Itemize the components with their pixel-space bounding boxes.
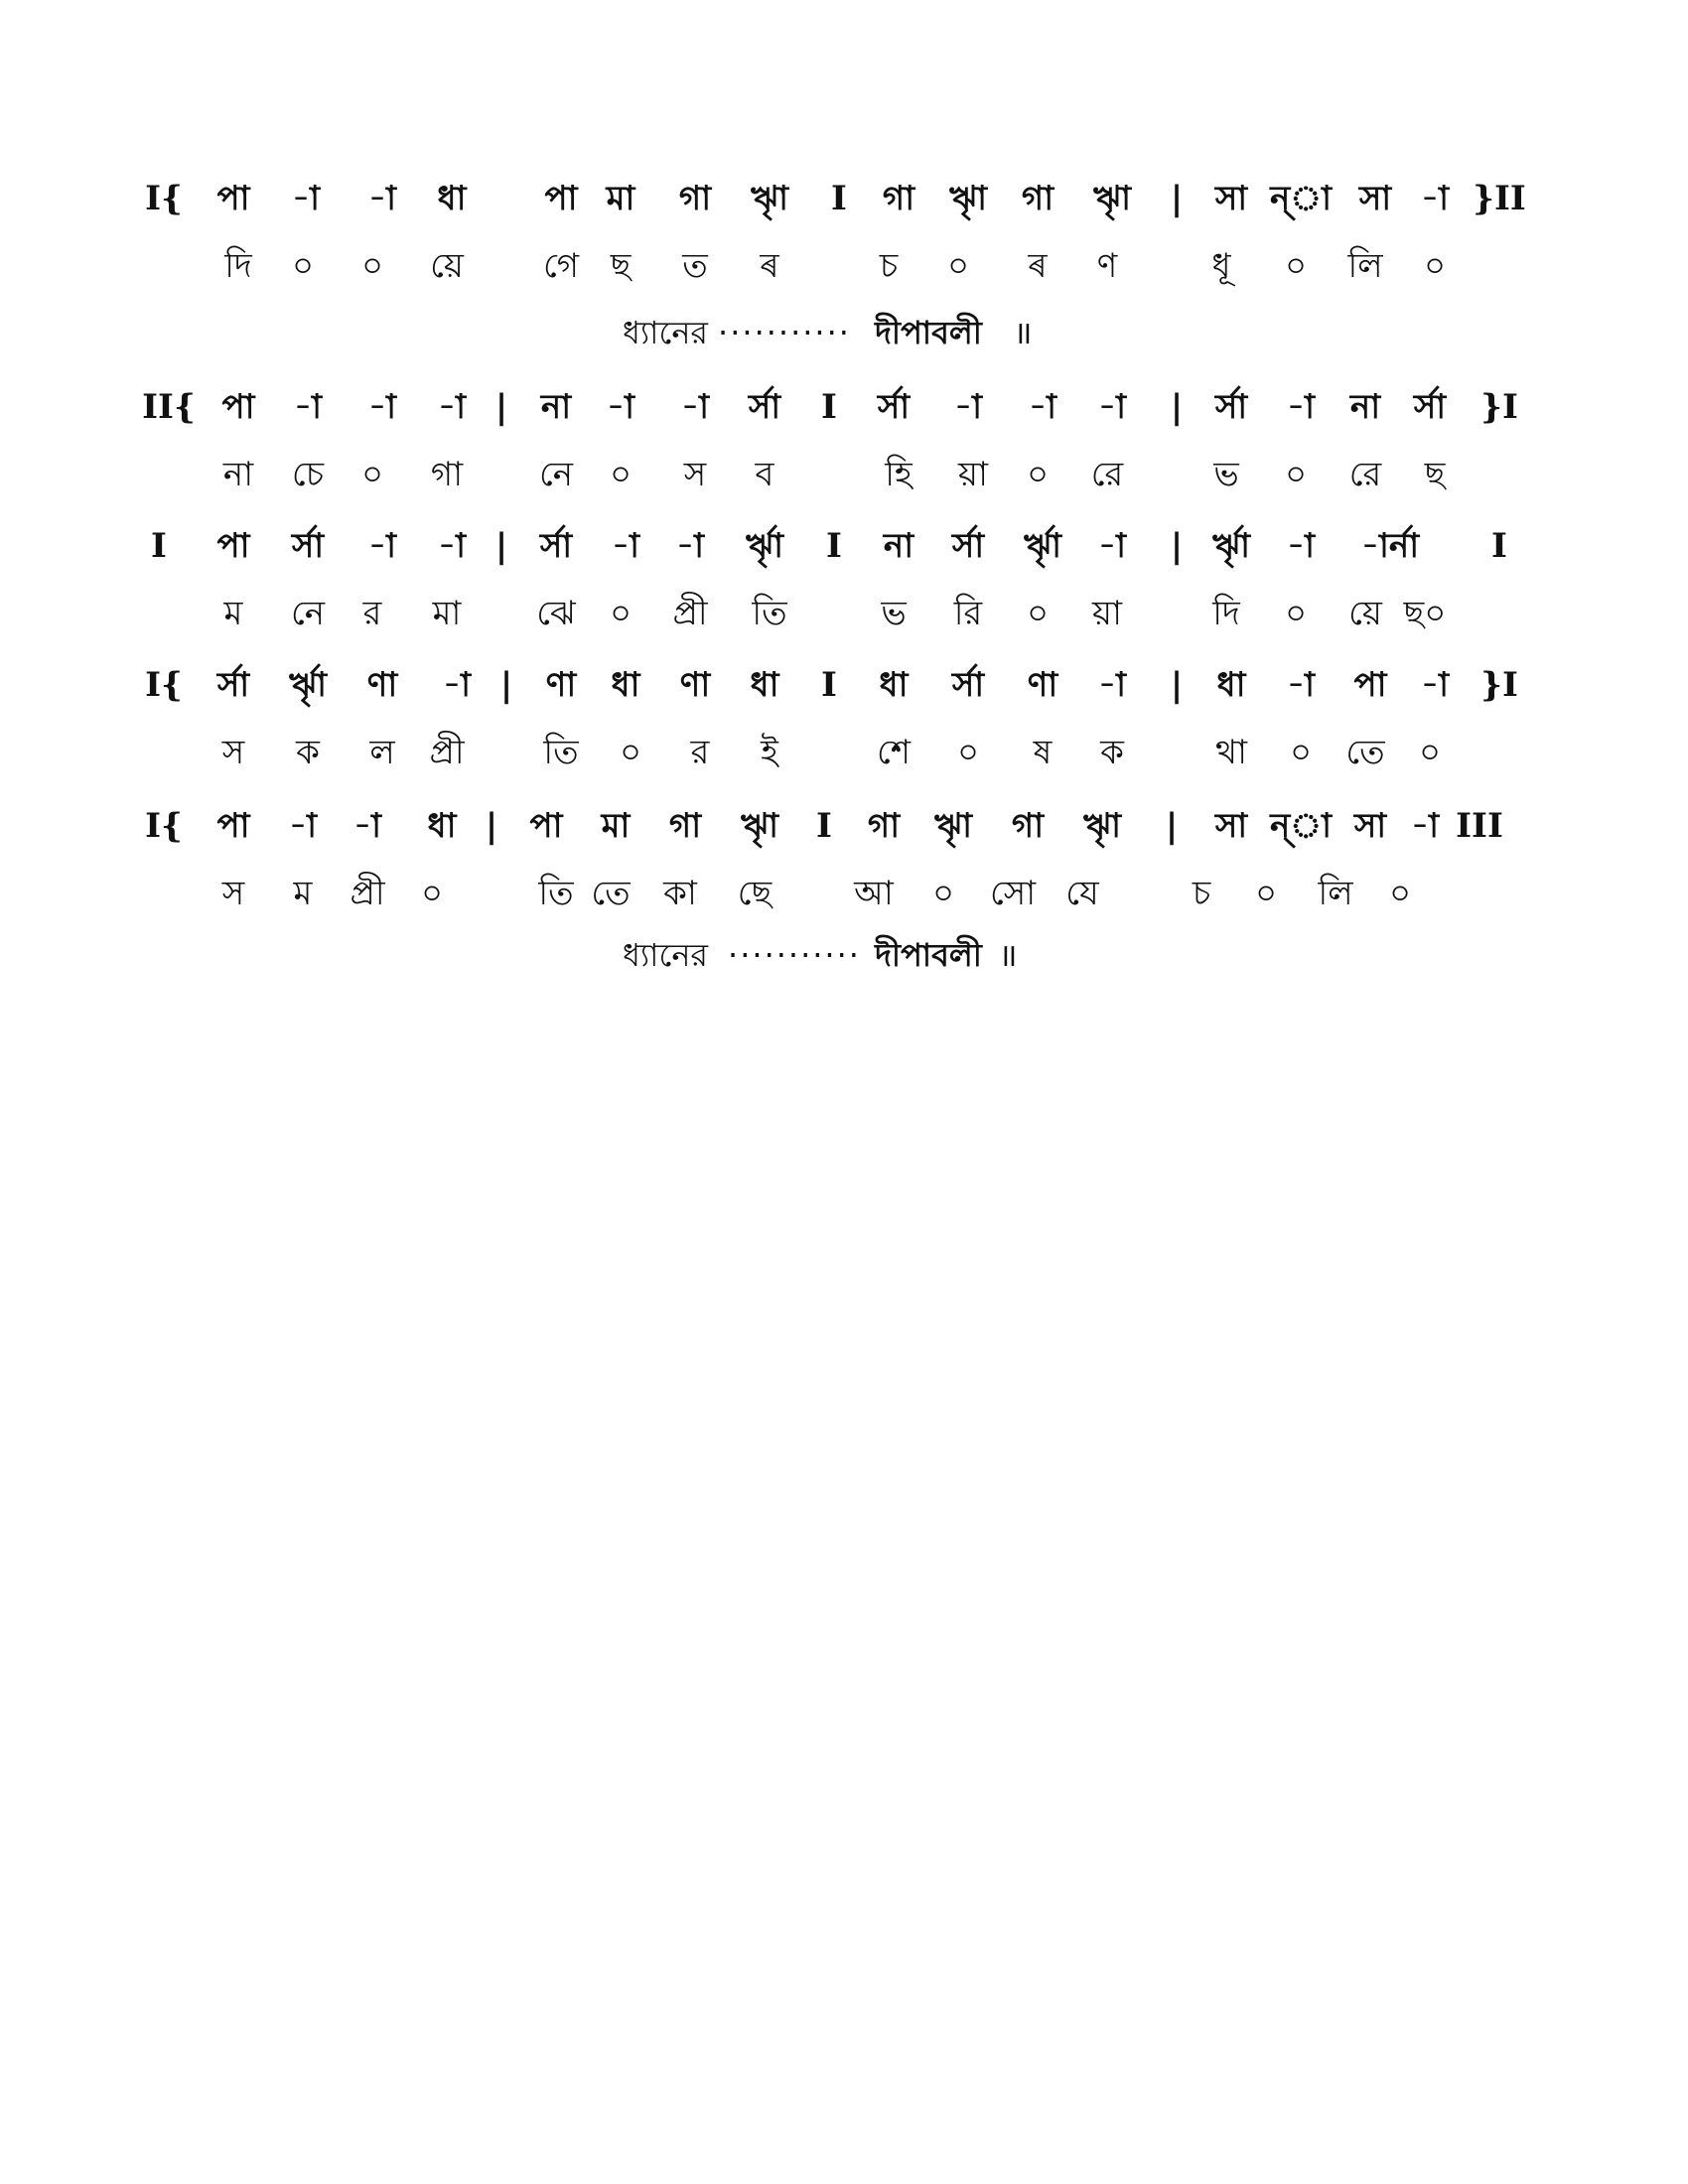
note: র্সা	[1413, 387, 1447, 427]
syllable: ০	[1289, 733, 1313, 772]
note: -া	[443, 665, 471, 705]
syllable: লি	[1347, 246, 1383, 286]
syllable: ক	[296, 733, 320, 772]
notation-line	[0, 169, 1688, 228]
note: ধা	[427, 806, 457, 846]
note: গা	[1011, 806, 1045, 846]
note: -া	[368, 179, 396, 218]
note: ন্া	[1270, 806, 1332, 846]
refrain-dots: ···········	[728, 936, 861, 974]
note: গা	[678, 179, 712, 218]
syllable: মা	[432, 594, 462, 633]
syllable: ০	[291, 246, 315, 286]
syllable: গে	[542, 246, 580, 286]
syllable: দি	[224, 246, 252, 286]
syllable: তি	[543, 733, 579, 772]
note: -া	[1421, 665, 1449, 705]
note: র্সা	[216, 665, 250, 705]
syllable: ভ	[881, 594, 907, 633]
barline: I	[816, 806, 832, 846]
syllable: ক	[1100, 733, 1124, 772]
syllable: ষ	[1033, 733, 1053, 772]
note: -া	[1098, 526, 1126, 566]
note: র্সা	[539, 526, 573, 566]
syllable: ০	[609, 455, 633, 494]
syllable: য়া	[1092, 594, 1122, 633]
refrain-dots: ···········	[718, 314, 851, 351]
syllable: ০	[360, 455, 384, 494]
note: ণা	[679, 665, 711, 705]
syllable: ০	[1284, 594, 1308, 633]
syllable: ত	[682, 246, 708, 286]
syllable: ০	[1388, 874, 1412, 913]
refrain-title: দীপাবলী	[875, 314, 982, 351]
note: -া	[292, 179, 320, 218]
syllable: ছ০	[1403, 594, 1447, 633]
note: র্সা	[291, 526, 325, 566]
syllable: ০	[946, 246, 970, 286]
refrain-line	[0, 303, 1688, 362]
note: -া	[353, 806, 381, 846]
barline: I	[821, 387, 837, 427]
syllable: ম	[223, 594, 243, 633]
syllable: ৰ	[1028, 246, 1048, 286]
barline: I	[821, 665, 837, 705]
lyrics-line	[0, 584, 1688, 643]
barline: |	[1170, 179, 1184, 218]
note: -া	[1287, 387, 1315, 427]
note: পা	[216, 526, 250, 566]
syllable: ধূ	[1211, 246, 1231, 286]
note: গা	[867, 806, 901, 846]
syllable: ছ	[1424, 455, 1446, 494]
syllable: ০	[420, 874, 444, 913]
barline: |	[1170, 526, 1184, 566]
barline: I	[826, 526, 842, 566]
note: ৠা	[1093, 179, 1131, 218]
barline: |	[499, 665, 513, 705]
note: না	[883, 526, 914, 566]
refrain-word: ধ্যানের	[622, 936, 709, 974]
syllable: প্রী	[350, 874, 385, 913]
syllable: ০	[619, 733, 642, 772]
note: ৠা	[751, 179, 788, 218]
syllable: ই	[761, 733, 778, 772]
note: র্ৠা	[289, 665, 327, 705]
notation-line	[0, 377, 1688, 437]
note: -া	[1411, 806, 1439, 846]
barline: III	[1456, 806, 1503, 846]
barline: |	[1165, 806, 1179, 846]
note: -া	[438, 526, 466, 566]
note: -া	[438, 387, 466, 427]
note: -া	[294, 387, 322, 427]
syllable: নে	[538, 455, 574, 494]
refrain-line	[0, 925, 1688, 985]
syllable: ০	[1026, 455, 1050, 494]
note: পা	[221, 387, 255, 427]
notation-line	[0, 796, 1688, 856]
note: র্ৠা	[1212, 526, 1250, 566]
syllable: প্রী	[672, 594, 708, 633]
note: -া	[368, 387, 396, 427]
note: ৠা	[741, 806, 778, 846]
note: ধা	[1216, 665, 1246, 705]
note: র্সা	[748, 387, 781, 427]
note: -া	[1098, 665, 1126, 705]
syllable: ০	[1026, 594, 1050, 633]
note: ণা	[545, 665, 577, 705]
syllable: রি	[953, 594, 983, 633]
syllable: ০	[956, 733, 980, 772]
barline: I	[1491, 526, 1507, 566]
barline: |	[1170, 665, 1184, 705]
syllable: স	[221, 874, 245, 913]
note: র্ৠা	[1024, 526, 1061, 566]
note: মা	[606, 179, 635, 218]
refrain-title: দীপাবলী	[875, 936, 982, 974]
note: -া	[368, 526, 396, 566]
lyrics-line	[0, 445, 1688, 504]
note: ন্া	[1270, 179, 1332, 218]
note: -া	[1098, 387, 1126, 427]
lyrics-line	[0, 723, 1688, 782]
note: ৠা	[1083, 806, 1121, 846]
note: পা	[216, 806, 250, 846]
note: ধা	[750, 665, 779, 705]
syllable: প্রী	[429, 733, 465, 772]
note: র্ৠা	[746, 526, 783, 566]
syllable: না	[222, 455, 254, 494]
refrain-end-mark: ॥	[998, 936, 1018, 974]
notation-line	[0, 655, 1688, 715]
barline: I	[831, 179, 847, 218]
syllable: গা	[430, 455, 464, 494]
syllable: লি	[1318, 874, 1353, 913]
syllable: ণ	[1096, 246, 1118, 286]
syllable: ০	[609, 594, 633, 633]
note: ৠা	[934, 806, 972, 846]
barline: I	[151, 526, 167, 566]
barline: }I	[1480, 665, 1518, 705]
syllable: স	[683, 455, 707, 494]
note: র্সা	[951, 526, 985, 566]
note: -া	[676, 526, 704, 566]
note: -ার্না	[1360, 526, 1420, 566]
syllable: ০	[1418, 733, 1442, 772]
lyrics-line	[0, 864, 1688, 923]
syllable: চ	[1192, 874, 1211, 913]
syllable: তি	[538, 874, 574, 913]
note: -া	[607, 387, 634, 427]
note: সা	[1353, 806, 1387, 846]
note: র্সা	[1214, 387, 1248, 427]
note: গা	[882, 179, 915, 218]
note: -া	[1029, 387, 1056, 427]
note: না	[540, 387, 572, 427]
syllable: শে	[877, 733, 911, 772]
syllable: সো	[989, 874, 1037, 913]
syllable: ০	[1254, 874, 1278, 913]
note: পা	[216, 179, 250, 218]
barline: |	[494, 387, 508, 427]
barline: II{	[142, 387, 196, 427]
note: র্সা	[877, 387, 911, 427]
note: ধা	[879, 665, 909, 705]
notation-line	[0, 516, 1688, 576]
syllable: ভ	[1213, 455, 1239, 494]
syllable: র	[690, 733, 710, 772]
syllable: স	[221, 733, 245, 772]
note: -া	[681, 387, 709, 427]
syllable: তে	[591, 874, 631, 913]
note: -া	[289, 806, 317, 846]
note: -া	[612, 526, 639, 566]
note: ধা	[437, 179, 467, 218]
syllable: কা	[663, 874, 697, 913]
note: ৠা	[949, 179, 987, 218]
syllable: ল	[369, 733, 395, 772]
note: -া	[1421, 179, 1449, 218]
note: পা	[544, 179, 578, 218]
barline: }II	[1473, 179, 1526, 218]
note: র্সা	[951, 665, 985, 705]
note: ণা	[1027, 665, 1058, 705]
barline: |	[485, 806, 498, 846]
note: ণা	[366, 665, 398, 705]
lyrics-line	[0, 236, 1688, 296]
syllable: থা	[1215, 733, 1247, 772]
syllable: ০	[1284, 455, 1308, 494]
note: -া	[954, 387, 982, 427]
note: সা	[1358, 179, 1392, 218]
syllable: য়া	[958, 455, 988, 494]
syllable: যে	[1065, 874, 1099, 913]
syllable: ৰ	[760, 246, 779, 286]
refrain-end-mark: ॥	[1013, 314, 1033, 351]
syllable: য়ে	[1348, 594, 1382, 633]
syllable: ম	[293, 874, 313, 913]
syllable: ব	[755, 455, 774, 494]
syllable: রে	[1090, 455, 1124, 494]
syllable: চে	[291, 455, 325, 494]
barline: I{	[145, 806, 183, 846]
syllable: হি	[885, 455, 913, 494]
syllable: রে	[1348, 455, 1382, 494]
syllable: ০	[1423, 246, 1447, 286]
syllable: তি	[752, 594, 787, 633]
note: না	[1349, 387, 1381, 427]
barline: I{	[145, 665, 183, 705]
syllable: র	[362, 594, 382, 633]
barline: |	[1170, 387, 1184, 427]
barline: I{	[145, 179, 183, 218]
syllable: ছে	[737, 874, 773, 913]
barline: }I	[1480, 387, 1518, 427]
syllable: চ	[879, 246, 899, 286]
note: সা	[1214, 179, 1248, 218]
syllable: ঝে	[536, 594, 576, 633]
syllable: আ	[854, 874, 894, 913]
syllable: দি	[1212, 594, 1240, 633]
note: পা	[1353, 665, 1387, 705]
syllable: তে	[1345, 733, 1385, 772]
refrain-word: ধ্যানের	[622, 314, 709, 351]
note: পা	[529, 806, 563, 846]
syllable: য়ে	[430, 246, 464, 286]
note: গা	[668, 806, 702, 846]
note: ধা	[611, 665, 640, 705]
syllable: ০	[360, 246, 384, 286]
note: সা	[1214, 806, 1248, 846]
note: -া	[1287, 665, 1315, 705]
syllable: নে	[290, 594, 326, 633]
note: মা	[601, 806, 631, 846]
syllable: ছ	[610, 246, 632, 286]
syllable: ০	[1284, 246, 1308, 286]
barline: |	[494, 526, 508, 566]
syllable: ০	[931, 874, 955, 913]
note: গা	[1021, 179, 1055, 218]
note: -া	[1287, 526, 1315, 566]
